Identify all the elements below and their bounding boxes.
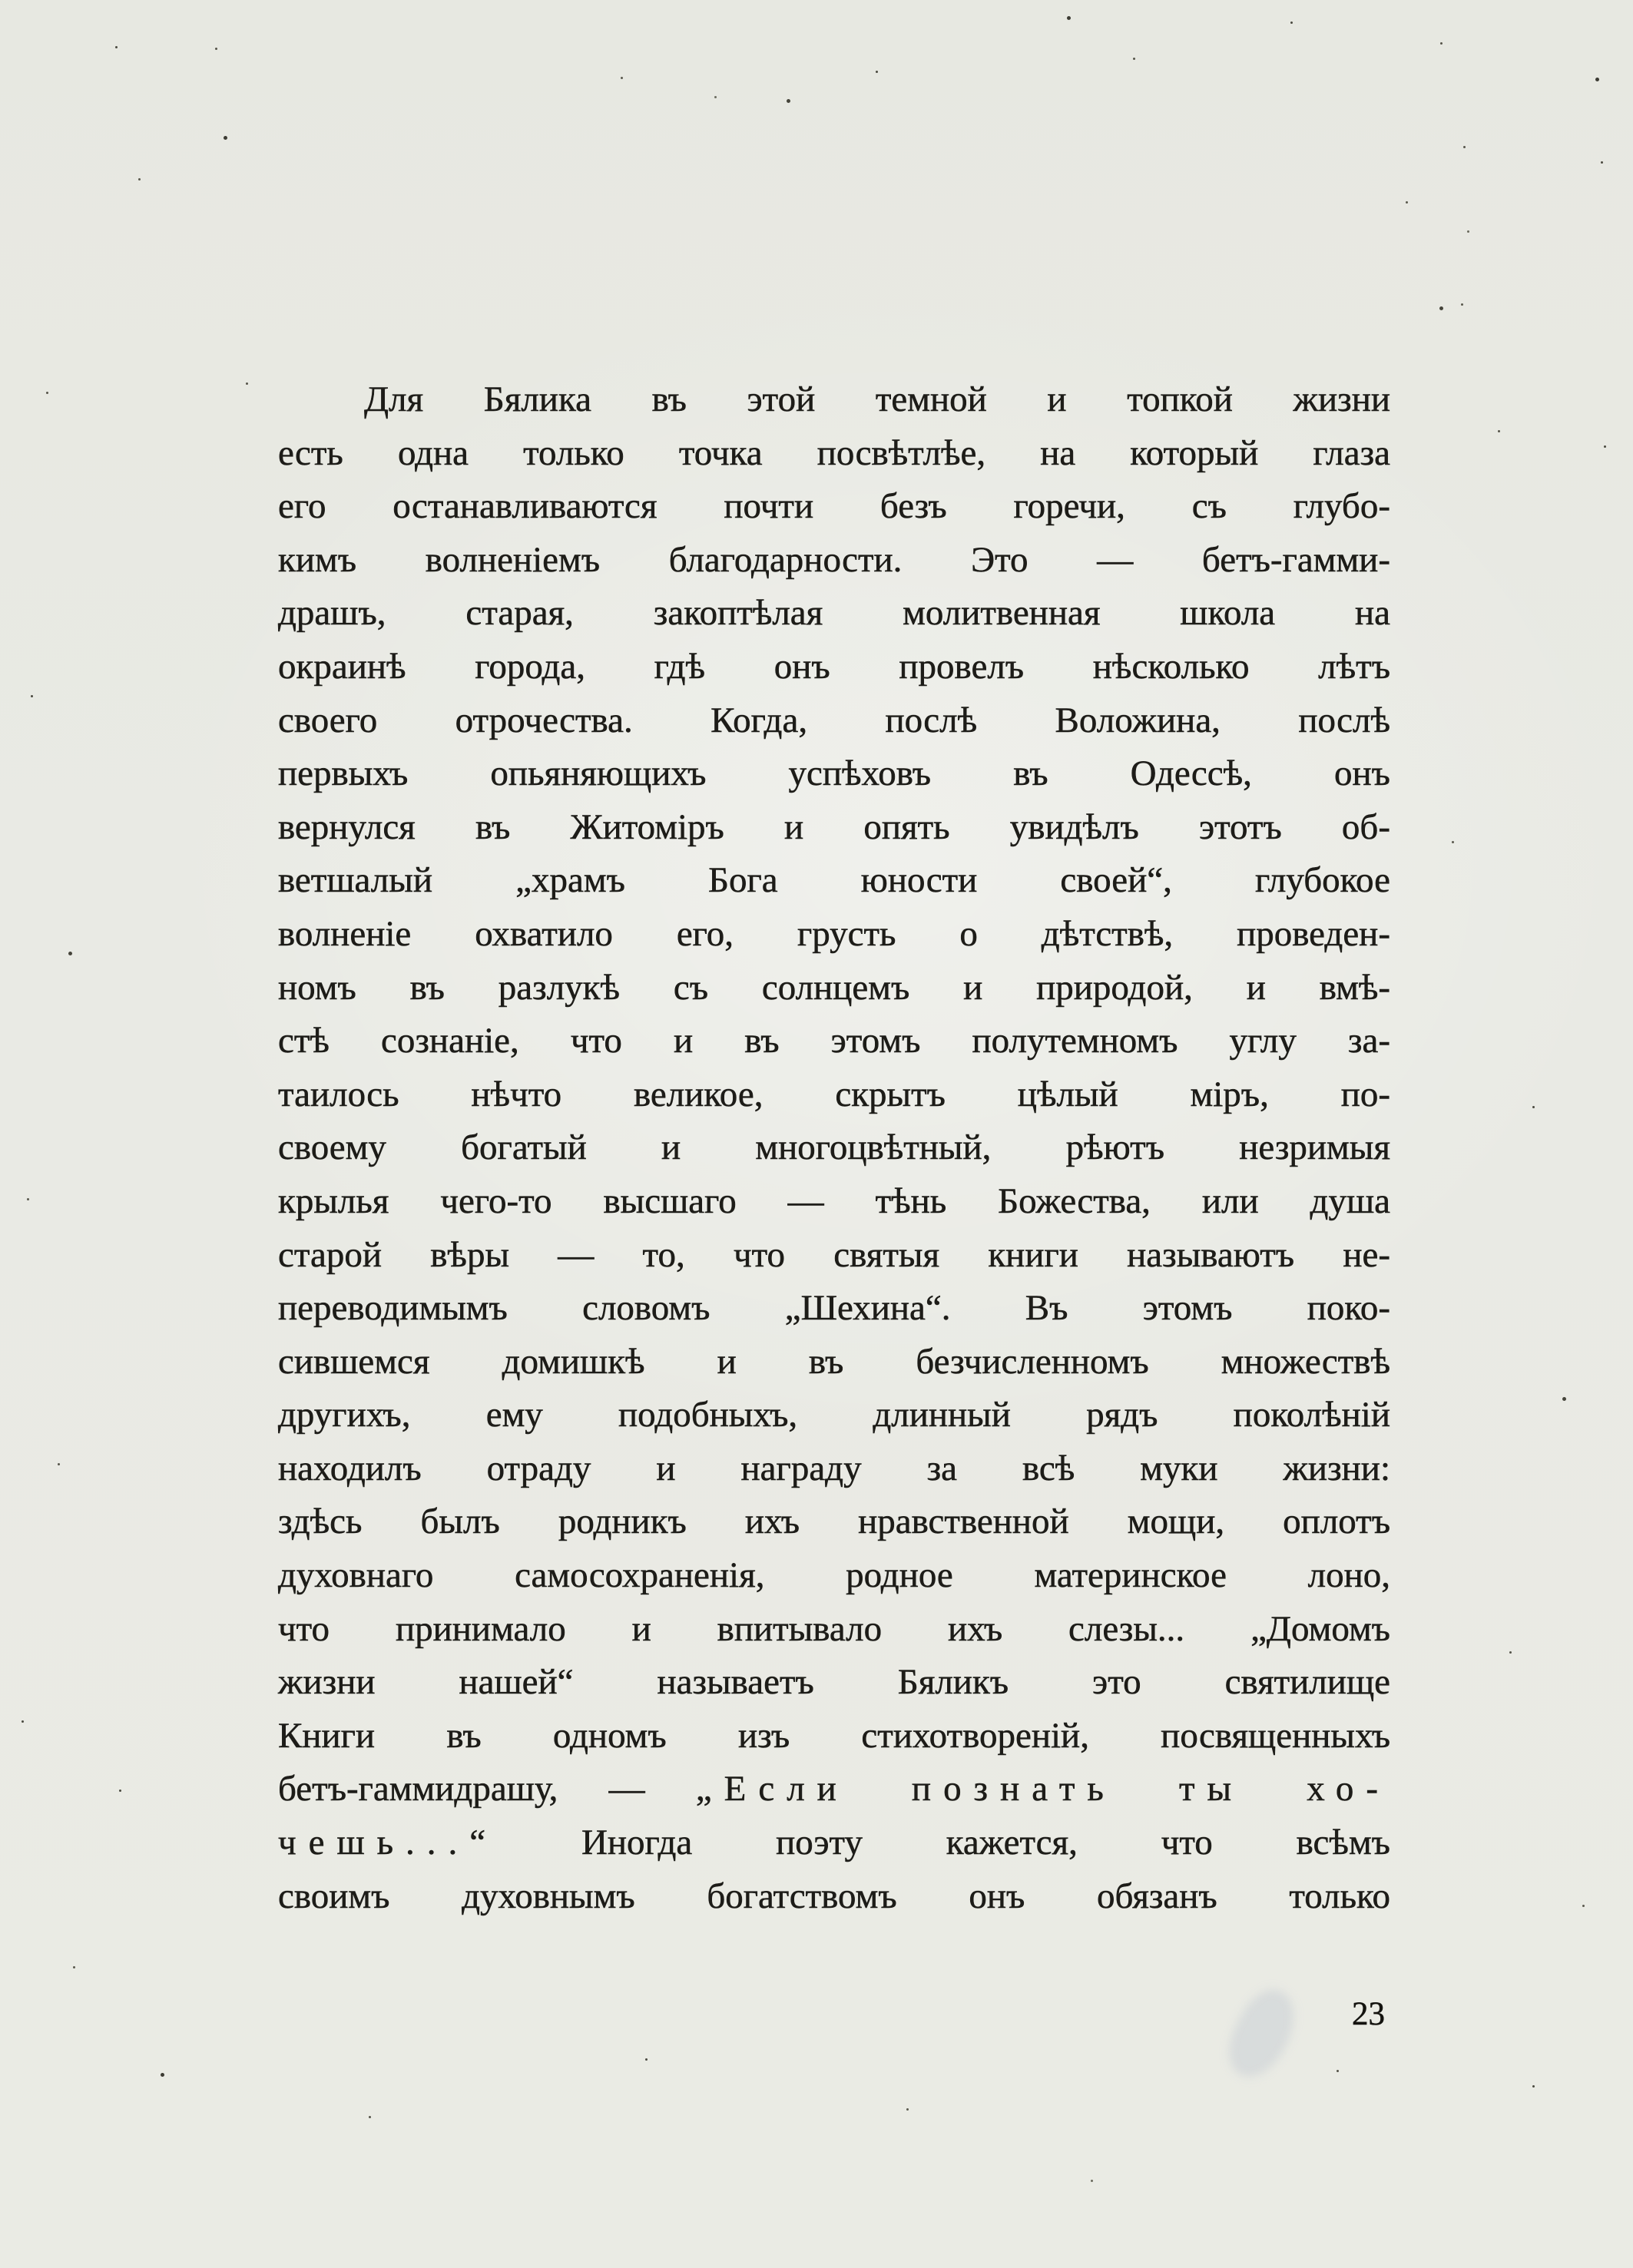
page-number: 23	[1352, 1996, 1385, 2032]
letter-spaced-text: чешь...“	[278, 1823, 499, 1863]
text-segment: ветшалый „храмъ Бога юности своей“, глубокое	[278, 860, 1390, 901]
text-line	[278, 1442, 1390, 1496]
text-line	[278, 1121, 1390, 1175]
text-segment: таилось нѣчто великое, скрытъ цѣлый міръ, по-	[278, 1074, 1390, 1114]
text-line	[278, 1710, 1390, 1763]
text-segment: стѣ сознаніе, что и въ этомъ полутемномъ углу за-	[278, 1021, 1390, 1061]
text-line	[278, 747, 1390, 801]
text-block	[278, 373, 1390, 1923]
text-line	[278, 694, 1390, 748]
paper-smudge	[1217, 1981, 1307, 2088]
text-line	[278, 1389, 1390, 1442]
text-segment: жизни нашей“ называетъ Бяликъ это святилище	[278, 1662, 1390, 1703]
text-line	[278, 1870, 1390, 1924]
text-line	[278, 1175, 1390, 1229]
text-segment: окраинѣ города, гдѣ онъ провелъ нѣсколько лѣтъ	[278, 646, 1390, 687]
text-line	[278, 480, 1390, 534]
text-line	[278, 908, 1390, 962]
text-line	[278, 1495, 1390, 1549]
text-segment: находилъ отраду и награду за всѣ муки жизни:	[278, 1448, 1390, 1488]
text-line	[278, 641, 1390, 694]
text-segment: Для Бялика въ этой темной и топкой жизни	[364, 379, 1390, 419]
text-line	[278, 1282, 1390, 1336]
text-segment: старой вѣры — то, что святыя книги называютъ не-	[278, 1234, 1390, 1275]
text-segment: бетъ-гаммидрашу, —	[278, 1769, 696, 1809]
text-segment: волненіе охватило его, грусть о дѣтствѣ, проведен-	[278, 913, 1390, 954]
text-segment: Иногда поэту кажется, что всѣмъ	[498, 1823, 1390, 1863]
text-segment: другихъ, ему подобныхъ, длинный рядъ поколѣній	[278, 1395, 1390, 1435]
text-segment: переводимымъ словомъ „Шехина“. Въ этомъ поко-	[278, 1288, 1390, 1329]
text-segment: кимъ волненіемъ благодарности. Это — бетъ-гамми-	[278, 539, 1390, 580]
text-line	[278, 1603, 1390, 1657]
text-segment: сившемся домишкѣ и въ безчисленномъ множествѣ	[278, 1341, 1390, 1382]
text-segment: что принимало и впитывало ихъ слезы... „Домомъ	[278, 1608, 1390, 1649]
text-line	[278, 962, 1390, 1015]
text-line	[278, 1763, 1390, 1816]
text-segment: здѣсь былъ родникъ ихъ нравственной мощи, оплотъ	[278, 1502, 1390, 1542]
text-line	[278, 534, 1390, 588]
text-segment: духовнаго самосохраненія, родное материнское лоно,	[278, 1555, 1390, 1596]
text-segment: своимъ духовнымъ богатствомъ онъ обязанъ только	[278, 1876, 1390, 1916]
text-segment: Книги въ одномъ изъ стихотвореній, посвященныхъ	[278, 1715, 1390, 1756]
text-segment: первыхъ опьяняющихъ успѣховъ въ Одессѣ, онъ	[278, 753, 1390, 794]
text-line	[278, 854, 1390, 908]
text-segment: вернулся въ Житоміръ и опять увидѣлъ этотъ об-	[278, 806, 1390, 847]
text-line	[278, 1549, 1390, 1603]
text-line	[278, 1229, 1390, 1283]
text-line	[278, 801, 1390, 855]
text-segment: номъ въ разлукѣ съ солнцемъ и природой, и вмѣ-	[278, 967, 1390, 1008]
text-line	[278, 1816, 1390, 1870]
text-segment: его останавливаются почти безъ горечи, съ глубо-	[278, 486, 1390, 527]
paper-speckles	[0, 0, 2, 2]
text-line	[278, 1068, 1390, 1122]
text-segment: есть одна только точка посвѣтлѣе, на который глаза	[278, 432, 1390, 473]
text-line	[278, 1656, 1390, 1710]
text-segment: драшъ, старая, закоптѣлая молитвенная школа на	[278, 593, 1390, 634]
text-line	[278, 373, 1390, 427]
text-line	[278, 427, 1390, 481]
text-line	[278, 1336, 1390, 1389]
text-segment: своего отрочества. Когда, послѣ Воложина, послѣ	[278, 700, 1390, 740]
text-line	[278, 587, 1390, 641]
text-line	[278, 1015, 1390, 1068]
text-segment: своему богатый и многоцвѣтный, рѣютъ незримыя	[278, 1127, 1390, 1168]
letter-spaced-text: „Если познать ты хо-	[695, 1769, 1391, 1809]
text-segment: крылья чего-то высшаго — тѣнь Божества, или душа	[278, 1180, 1390, 1221]
